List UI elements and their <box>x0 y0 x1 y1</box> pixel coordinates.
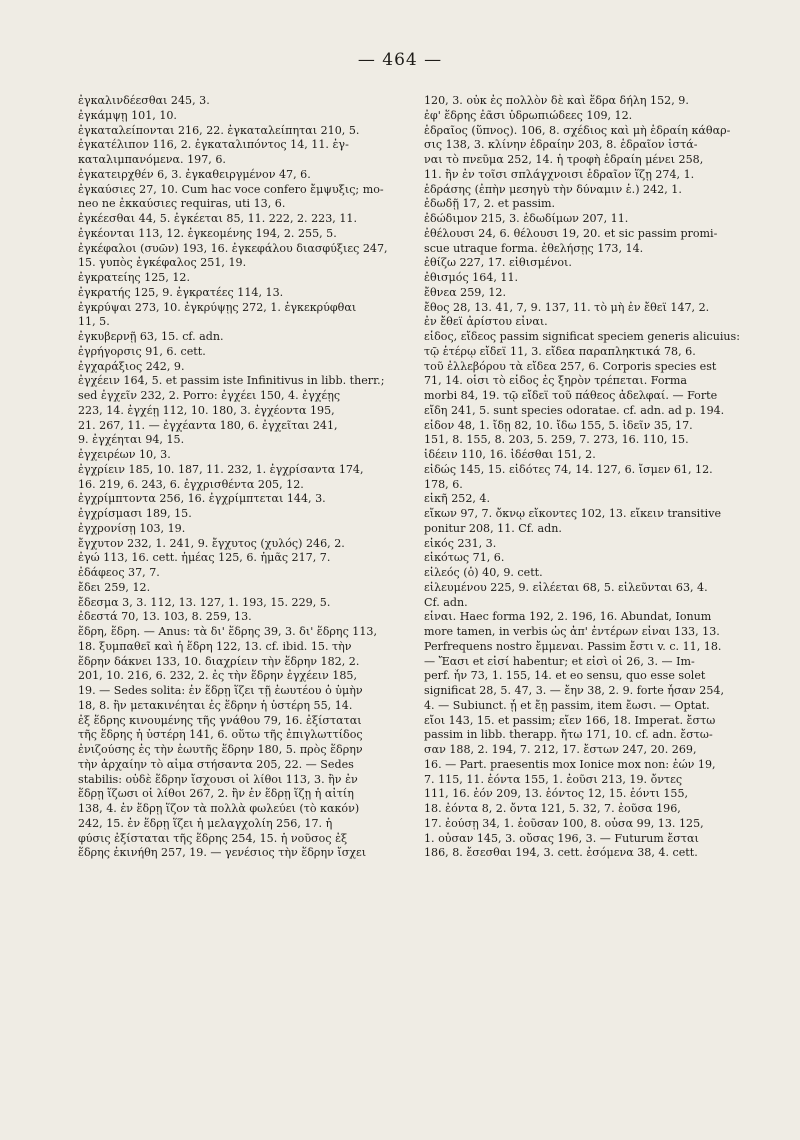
index-line: ἐγκυβερνῇ 63, 15. cf. adn. <box>78 330 224 343</box>
index-line: 18. ξυμπαθεῖ καὶ ἡ ἕδρη 122, 13. cf. ibid. 15. τὴν <box>78 639 352 653</box>
index-line: 1. οὖσαν 145, 3. οὔσας 196, 3. — Futurum ἔσται <box>424 831 699 845</box>
index-line: 223, 14. ἐγχέῃ 112, 10. 180, 3. ἐγχέοντα 195, <box>78 403 335 417</box>
index-line: ἐδεστά 70, 13. 103, 8. 259, 13. <box>78 610 252 624</box>
index-line: 201, 10. 216, 6. 232, 2. ἐς τὴν ἕδρην ἐγχέειν 185, <box>78 669 358 683</box>
index-line: 15. γυπὸς ἐγκέφαλος 251, 19. <box>78 256 247 270</box>
index-line: ἐγκάμψῃ 101, 10. <box>78 108 177 122</box>
index-line: perf. ἦν 73, 1. 155, 14. et eo sensu, quo esse solet <box>424 669 706 683</box>
index-line: σις 138, 3. κλίνην ἑδραίην 203, 8. ἑδραῖον ἱστά- <box>424 138 698 152</box>
index-line: ἕδρην δάκνει 133, 10. διαχρίειν τὴν ἕδρην 182, 2. <box>78 654 360 668</box>
index-line: ἐγώ 113, 16. cett. ἡμέας 125, 6. ἡμᾶς 217, 7. <box>78 551 331 565</box>
index-line: ἑδράσης (ἐπὴν μεσηγὺ τὴν δύναμιν ἑ.) 242, 1. <box>424 182 682 196</box>
index-line: 186, 8. ἔσεσθαι 194, 3. cett. ἐσόμενα 38, 4. cett. <box>424 846 698 860</box>
index-line: ponitur 208, 11. Cf. adn. <box>424 521 562 535</box>
index-line: 4. — Subiunct. ᾖ et ἔῃ passim, item ἔωσι. — Optat. <box>424 698 710 712</box>
index-line: εἰδώς 145, 15. εἰδότες 74, 14. 127, 6. ἴσμεν 61, 12. <box>424 462 713 476</box>
index-line: εἶδος, εἴδεος passim significat speciem generis alicuius: <box>424 330 740 343</box>
index-line: 120, 3. οὐκ ἐς πολλὸν δὲ καὶ ἕδρα δήλη 152, 9. <box>424 94 689 107</box>
index-line: ἐγρήγορσις 91, 6. cett. <box>78 344 206 358</box>
left-column <box>78 94 396 861</box>
index-line: ἐδώδιμον 215, 3. ἐδωδίμων 207, 11. <box>424 212 629 225</box>
index-line: 17. ἐούσῃ 34, 1. ἐοῦσαν 100, 8. οὖσα 99, 13. 125, <box>424 816 704 830</box>
index-line: τοῦ ἐλλεβόρου τὰ εἴδεα 257, 6. Corporis species est <box>424 359 717 373</box>
index-line: εἰκότως 71, 6. <box>424 551 505 565</box>
index-line: ἐγκαύσιες 27, 10. Cum hac voce confero ἔμψυξις; mo- <box>78 182 384 196</box>
index-line: Cf. adn. <box>424 595 468 609</box>
index-line: εἰλεός (ὁ) 40, 9. cett. <box>424 566 543 579</box>
index-line: scue utraque forma. ἐθελήσῃς 173, 14. <box>424 241 644 255</box>
index-line: 178, 6. <box>424 477 463 491</box>
index-line: ἐφ' ἕδρης ἐᾶσι ὑδρωπιώδεες 109, 12. <box>424 108 633 122</box>
index-line: ἐγχρονίσῃ 103, 19. <box>78 521 186 535</box>
index-line: 138, 4. ἐν ἕδρῃ ἵζον τὰ πολλὰ φωλεύει (τὸ κακόν) <box>78 802 360 815</box>
index-line: significat 28, 5. 47, 3. — ἔην 38, 2. 9. forte ἦσαν 254, <box>424 684 725 697</box>
index-line: ἐθίζω 227, 17. εἰθισμένοι. <box>424 256 572 270</box>
index-line: 111, 16. ἐόν 209, 13. ἐόντος 12, 15. ἐόντι 155, <box>424 787 689 801</box>
index-line: τῷ ἑτέρῳ εἴδεϊ 11, 3. εἴδεα παραπληκτικά 78, 6. <box>424 344 696 358</box>
page-number: — 464 — <box>357 50 443 70</box>
index-line: ἔθνεα 259, 12. <box>424 285 507 299</box>
index-line: Perfrequens nostro ἔμμεναι. Passim ἔστι v. c. 11, 18. <box>424 639 722 653</box>
index-line: ἐγκρύψαι 273, 10. ἐγκρύψῃς 272, 1. ἐγκεκρύφθαι <box>78 300 357 314</box>
index-line: ἐξ ἕδρης κινουμένης τῆς γνάθου 79, 16. ἐξίσταται <box>78 713 362 727</box>
index-line: εἴδη 241, 5. sunt species odoratae. cf. adn. ad p. 194. <box>424 403 725 417</box>
index-line: stabilis: οὐδὲ ἕδρην ἴσχουσι οἱ λίθοι 113, 3. ἢν ἐν <box>78 772 358 786</box>
index-line: εἰλευμένου 225, 9. εἰλέεται 68, 5. εἰλεῦνται 63, 4. <box>424 580 708 594</box>
index-line: — Ἔασι et εἰσί habentur; et εἰσὶ οἱ 26, 3. — Im- <box>424 654 695 668</box>
index-line: ἐγχρίειν 185, 10. 187, 11. 232, 1. ἐγχρίσαντα 174, <box>78 462 364 476</box>
index-line: ἔδει 259, 12. <box>78 580 151 594</box>
index-line: καταλιμπανόμενα. 197, 6. <box>78 153 226 166</box>
index-line: τῆς ἕδρης ἡ ὑστέρη 141, 6. οὕτω τῆς ἐπιγλωττίδος <box>78 728 363 742</box>
index-line: morbi 84, 19. τῷ εἴδεϊ τοῦ πάθεος ἀδελφαί. — Forte <box>424 389 718 402</box>
index-line: ἐγκατειρχθέν 6, 3. ἐγκαθειργμένον 47, 6. <box>78 167 311 181</box>
index-line: ἐγχειρέων 10, 3. <box>78 448 171 461</box>
index-line: εἶδον 48, 1. ἴδῃ 82, 10. ἴδω 155, 5. ἰδεῖν 35, 17. <box>424 418 693 432</box>
index-line: 71, 14. οἷσι τὸ εἶδος ἐς ξηρὸν τρέπεται. Forma <box>424 374 687 388</box>
index-line: ἔθος 28, 13. 41, 7, 9. 137, 11. τὸ μὴ ἐν ἔθεϊ 147, 2. <box>424 300 710 314</box>
index-line: ἐθισμός 164, 11. <box>424 271 519 284</box>
index-line: ἐγχαράξιος 242, 9. <box>78 359 185 373</box>
index-line: ἐθέλουσι 24, 6. θέλουσι 19, 20. et sic passim promi- <box>424 226 718 240</box>
index-line: εἶναι. Haec forma 192, 2. 196, 16. Abundat, Ionum <box>424 610 712 624</box>
index-line: 11. ἢν ἐν τοῖσι σπλάγχνοισι ἑδραῖον ἵζῃ 274, 1. <box>424 167 695 181</box>
index-line: ἐγκαταλείπονται 216, 22. ἐγκαταλείπηται 210, 5. <box>78 123 360 137</box>
index-line: ἑδραῖος (ὕπνος). 106, 8. σχέδιος καὶ μὴ ἑδραίη κάθαρ- <box>424 123 731 137</box>
right-column <box>424 94 742 861</box>
index-line: ἐν ἔθεϊ ἀρίστου εἶναι. <box>424 315 548 329</box>
index-line: ἐγκέονται 113, 12. ἐγκεομένης 194, 2. 255, 5. <box>78 226 337 240</box>
index-line: ἕδρη, ἕδρη. — Anus: τὰ δι' ἕδρης 39, 3. δι' ἕδρης 113, <box>78 625 378 638</box>
index-line: εἰκῆ 252, 4. <box>424 492 491 506</box>
index-line: 151, 8. 155, 8. 203, 5. 259, 7. 273, 16. 110, 15. <box>424 433 689 447</box>
index-line: 18. ἐόντα 8, 2. ὄντα 121, 5. 32, 7. ἐοῦσα 196, <box>424 802 681 815</box>
index-line: sed ἐγχεῖν 232, 2. Porro: ἐγχέει 150, 4. ἐγχέῃς <box>78 389 341 402</box>
index-line: φύσις ἐξίσταται τῆς ἕδρης 254, 15. ἡ νοῦσος ἐξ <box>78 831 348 845</box>
index-line: ἐγχρίμπτοντα 256, 16. ἐγχρίμπτεται 144, 3. <box>78 492 326 506</box>
index-line: ἐγκέφαλοι (συῶν) 193, 16. ἐγκεφάλου διασφύξιες 247, <box>78 241 388 255</box>
index-line: neo ne ἐκκαύσιες requiras, uti 13, 6. <box>78 197 286 211</box>
index-line: 11, 5. <box>78 315 110 329</box>
index-line: passim in libb. therapp. ἤτω 171, 10. cf. adn. ἔστω- <box>424 728 713 742</box>
index-line: εἰκός 231, 3. <box>424 536 497 550</box>
index-line: ἔγχυτον 232, 1. 241, 9. ἔγχυτος (χυλός) 246, 2. <box>78 536 345 550</box>
index-line: ἐγκρατής 125, 9. ἐγκρατέες 114, 13. <box>78 285 284 299</box>
index-line: ἐγχέειν 164, 5. et passim iste Infinitivus in libb. therr.; <box>78 374 385 388</box>
index-line: ἔδεσμα 3, 3. 112, 13. 127, 1. 193, 15. 229, 5. <box>78 595 331 609</box>
index-line: 7. 115, 11. ἐόντα 155, 1. ἐοῦσι 213, 19. ὄντες <box>424 772 683 786</box>
index-line: εἴκων 97, 7. ὄκνῳ εἴκοντες 102, 13. εἴκειν transitive <box>424 507 722 520</box>
index-line: ἐδωδῇ 17, 2. et passim. <box>424 197 556 211</box>
index-line: τὴν ἀρχαίην τὸ αἷμα στήσαντα 205, 22. — Sedes <box>78 757 354 771</box>
index-line: more tamen, in verbis ὡς ἀπ' ἐντέρων εἶναι 133, 13. <box>424 625 720 638</box>
index-line: 21. 267, 11. — ἐγχέαντα 180, 6. ἐγχεῖται 241, <box>78 418 338 432</box>
index-line: 9. ἐγχέηται 94, 15. <box>78 433 185 447</box>
index-line: 18, 8. ἢν μετακινέηται ἐς ἕδρην ἡ ὑστέρη 55, 14. <box>78 698 353 712</box>
index-line: ναι τὸ πνεῦμα 252, 14. ἡ τροφὴ ἑδραίη μένει 258, <box>424 153 704 166</box>
index-line: εἴοι 143, 15. et passim; εἴεν 166, 18. Imperat. ἔστω <box>424 713 716 727</box>
index-line: ἐγκατέλιπον 116, 2. ἐγκαταλιπόντος 14, 11. ἐγ- <box>78 138 349 152</box>
index-line: ἕδρης ἐκινήθη 257, 19. — γενέσιος τὴν ἕδρην ἴσχει <box>78 846 367 860</box>
index-line: ἰδέειν 110, 16. ἰδέσθαι 151, 2. <box>424 448 596 461</box>
index-line: ἐγκρατείης 125, 12. <box>78 271 191 284</box>
index-line: ἐγκέεσθαι 44, 5. ἐγκέεται 85, 11. 222, 2. 223, 11. <box>78 212 357 225</box>
index-line: ἐδάφεος 37, 7. <box>78 566 160 579</box>
index-line: ἐνιζούσης ἐς τὴν ἑωυτῆς ἕδρην 180, 5. πρὸς ἕδρην <box>78 743 363 756</box>
index-line: 16. — Part. praesentis mox Ionice mox non: ἐών 19, <box>424 757 716 771</box>
index-line: 242, 15. ἐν ἕδρῃ ἵζει ἡ μελαγχολίη 256, 17. ἡ <box>78 816 333 830</box>
index-line: 19. — Sedes solita: ἐν ἕδρῃ ἵζει τῇ ἑωυτέου ὁ ὑμὴν <box>78 684 363 697</box>
index-line: σαν 188, 2. 194, 7. 212, 17. ἔστων 247, 20. 269, <box>424 743 697 756</box>
index-line: ἐγκαλινδέεσθαι 245, 3. <box>78 94 210 107</box>
index-line: ἕδρῃ ἵζωσι οἱ λίθοι 267, 2. ἢν ἐν ἕδρῃ ἵζῃ ἡ αἰτίη <box>78 787 354 801</box>
index-line: 16. 219, 6. 243, 6. ἐγχρισθέντα 205, 12. <box>78 477 304 491</box>
index-line: ἐγχρίσμασι 189, 15. <box>78 507 192 520</box>
